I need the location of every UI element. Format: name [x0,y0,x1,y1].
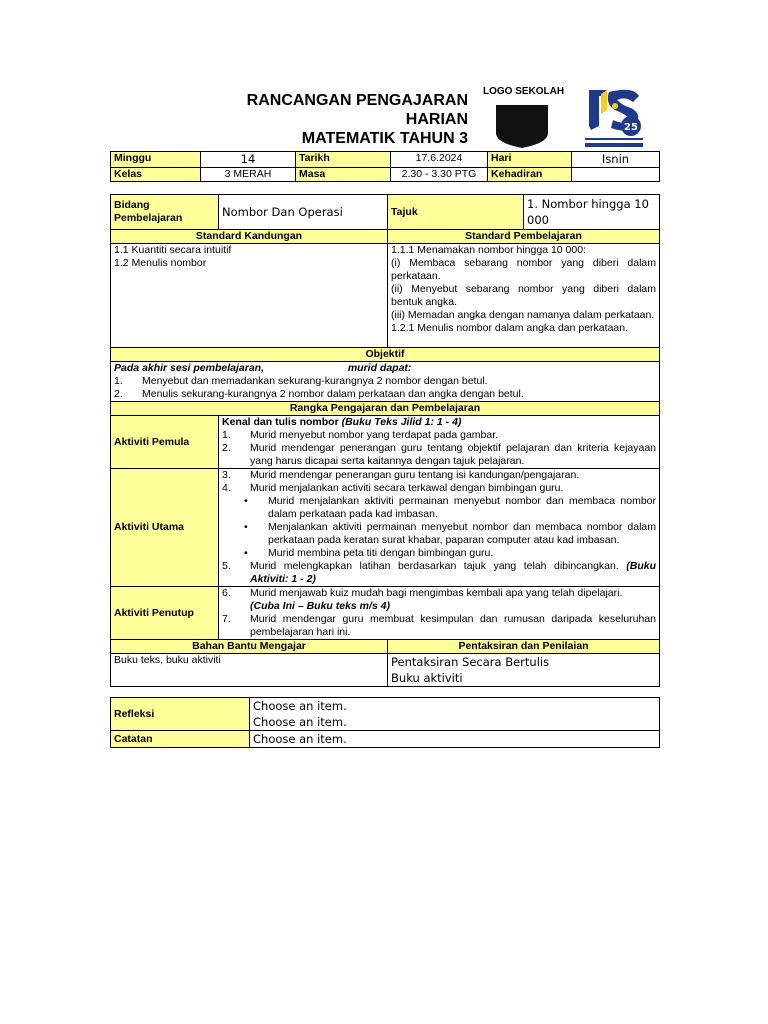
utama-bullet: • Murid menjalankan aktiviti permainan menyebut nombor dan membaca nombor dalam perkataan pada kad imbasan. [244,495,657,520]
sk-item: 1.1 Kuantiti secara intuitif [114,244,232,256]
hari-value: Isnin [572,152,660,168]
objektif-cell [111,362,660,402]
utama-item: 5. Murid melengkapkan latihan berdasarkan tajuk yang telah dibincangkan. (Buku Aktiviti: 1 - 2) [222,560,657,585]
tarikh-value: 17.6.2024 [391,152,488,168]
kelas-label: Kelas [111,168,201,182]
aktiviti-pemula-cell [219,416,660,469]
objektif-intro-end: murid dapat: [347,362,412,374]
ministry-logo-icon [583,86,645,150]
standard-pembelajaran-header: Standard Pembelajaran [388,230,660,244]
kehadiran-label: Kehadiran [488,168,572,182]
pentaksiran-cell [388,654,660,687]
title-line-2: HARIAN [405,111,468,128]
hari-label: Hari [488,152,572,168]
catatan-dropdown[interactable]: Choose an item. [250,731,660,748]
kehadiran-value [572,168,660,182]
lesson-table [110,194,660,687]
title-line-3: MATEMATIK TAHUN 3 [301,130,468,147]
pentaksiran-header: Pentaksiran dan Penilaian [388,640,660,654]
pemula-title-ref: (Buku Teks Jilid 1: 1 - 4) [341,416,462,428]
rangka-header: Rangka Pengajaran dan Pembelajaran [111,402,660,416]
pemula-item: 2. Murid mendengar penerangan guru tentang objektif pelajaran dan kriteria kejayaan yang harus dicapai serta kaitannya dengan tajuk pelajaran. [222,442,657,467]
sk-item: 1.2 Menulis nombor [114,257,207,269]
minggu-label: Minggu [111,152,201,168]
bahan-value: Buku teks, buku aktiviti [111,654,388,687]
masa-label: Masa [296,168,391,182]
school-crest-icon [492,103,552,149]
aktiviti-utama-cell [219,469,660,587]
tarikh-label: Tarikh [296,152,391,168]
logo-label: LOGO SEKOLAH [483,86,565,97]
refleksi-cell [250,698,660,731]
refleksi-dropdown[interactable]: Choose an item. [253,715,347,729]
tajuk-label: Tajuk [388,195,524,230]
standard-kandungan-cell [111,244,388,348]
title-line-1: RANCANGAN PENGAJARAN [246,92,468,109]
aktiviti-penutup-cell [219,587,660,640]
standard-kandungan-header: Standard Kandungan [111,230,388,244]
sp-item: (ii) Menyebut sebarang nombor yang diberi dalam bentuk angka. [391,283,657,308]
sp-item: 1.1.1 Menamakan nombor hingga 10 000: [391,244,586,256]
bidang-value: Nombor Dan Operasi [219,195,388,230]
standard-pembelajaran-cell [388,244,660,348]
bidang-label: Bidang Pembelajaran [111,195,219,230]
pemula-title: Kenal dan tulis nombor [222,416,342,428]
utama-bullet: • Murid membina peta titi dengan bimbingan guru. [244,547,494,559]
refleksi-table [110,697,660,748]
objektif-header: Objektif [111,348,660,362]
aktiviti-pemula-label: Aktiviti Pemula [111,416,219,469]
info-table [110,151,660,182]
sp-item: (iii) Memadan angka dengan namanya dalam perkataan. [391,309,655,321]
penutup-item: 6. Murid menjawab kuiz mudah bagi mengimbas kembali apa yang telah dipelajari. (Cuba Ini – Buku teks m/s 4) [222,587,623,612]
kelas-value: 3 MERAH [201,168,296,182]
sp-item: 1.2.1 Menulis nombor dalam angka dan perkataan. [391,322,628,334]
objektif-intro: Pada akhir sesi pembelajaran, [114,362,264,374]
page-title [230,91,468,148]
aktiviti-penutup-label: Aktiviti Penutup [111,587,219,640]
utama-item5-ref: (Buku Aktiviti: 1 - 2) [250,560,657,585]
aktiviti-utama-label: Aktiviti Utama [111,469,219,587]
refleksi-label: Refleksi [111,698,250,731]
bahan-header: Bahan Bantu Mengajar [111,640,388,654]
refleksi-dropdown[interactable]: Choose an item. [253,699,347,713]
catatan-label: Catatan [111,731,250,748]
utama-item: 3. Murid mendengar penerangan guru tentang isi kandungan/pengajaran. [222,469,580,481]
masa-value: 2.30 - 3.30 PTG [391,168,488,182]
objektif-item: 2. Menulis sekurang-kurangnya 2 nombor dalam perkataan dan angka dengan betul. [114,388,524,400]
utama-item: 4. Murid menjalankan activiti secara terkawal dengan bimbingan guru. [222,482,564,494]
objektif-item: 1. Menyebut dan memadankan sekurang-kurangnya 2 nombor dengan betul. [114,375,488,387]
tajuk-value: 1. Nombor hingga 10 000 [524,195,660,230]
pentaksiran-line: Pentaksiran Secara Bertulis [391,655,550,669]
minggu-value: 14 [201,152,296,168]
utama-bullet: • Menjalankan aktiviti permainan menyebut nombor dan membaca nombor dalam perkataan pada keratan surat khabar, paparan computer atau kad imbasan. [244,521,657,546]
pentaksiran-line: Buku aktiviti [391,671,463,685]
sp-item: (i) Membaca sebarang nombor yang diberi dalam perkataan. [391,257,657,282]
penutup-item: 7. Murid mendengar guru membuat kesimpulan dan rumusan daripada keseluruhan pembelajaran hari ini. [222,613,657,638]
pemula-item: 1. Murid menyebut nombor yang terdapat pada gambar. [222,429,499,441]
penutup-item6-ref: (Cuba Ini – Buku teks m/s 4) [250,600,391,612]
svg-text:25: 25 [624,122,638,133]
